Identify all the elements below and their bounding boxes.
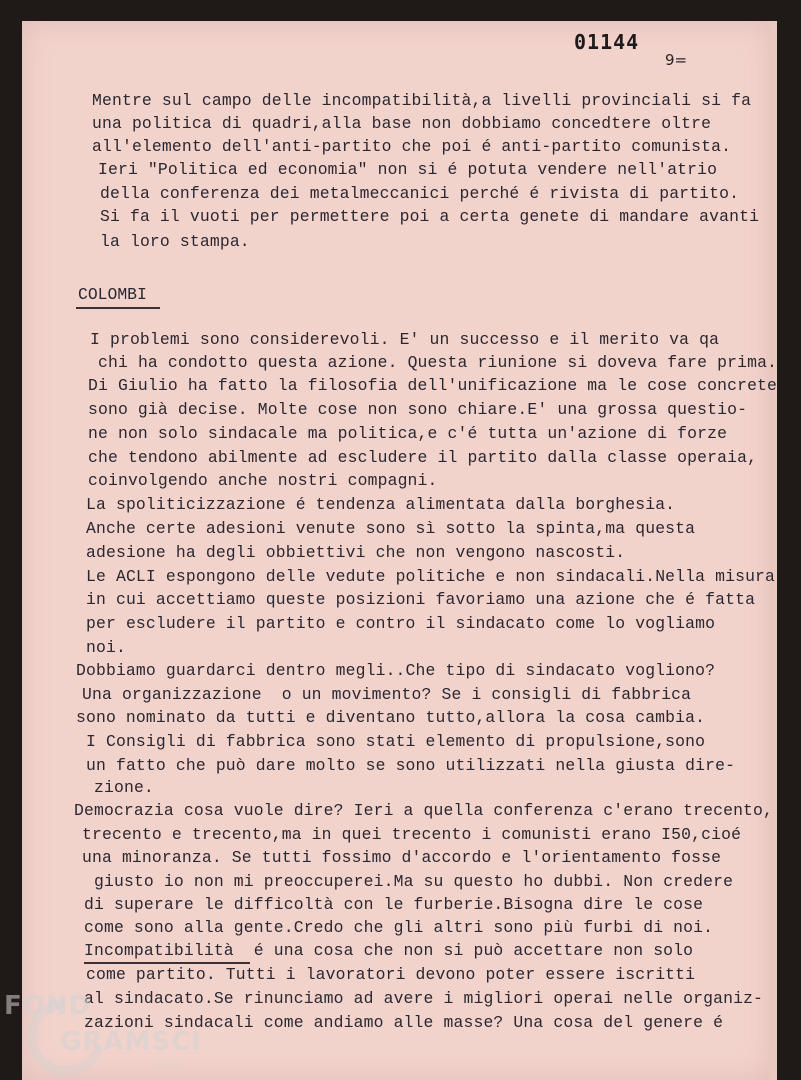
word-underline [84,962,250,964]
text-line: Si fa il vuoti per permettere poi a certa genete di mandare avanti [100,207,760,226]
text-line: coinvolgendo anche nostri compagni. [88,471,438,490]
text-line: della conferenza dei metalmeccanici perché é rivista di partito. [100,184,740,203]
text-line: che tendono abilmente ad escludere il partito dalla classe operaia, [88,448,758,467]
text-line: noi. [86,638,126,657]
text-line: zione. [94,778,154,797]
text-line: per escludere il partito e contro il sindacato come lo vogliamo [86,614,716,633]
watermark-text: GRAMSCI [60,1027,202,1057]
document-number: 01144 [574,30,640,54]
text-line: Dobbiamo guardarci dentro megli..Che tipo di sindacato vogliono? [76,661,716,680]
text-line: in cui accettiamo queste posizioni favoriamo una azione che é fatta [86,590,756,609]
text-line: all'elemento dell'anti-partito che poi é anti-partito comunista. [92,137,732,156]
section-heading: COLOMBI [78,285,147,304]
text-line: trecento e trecento,ma in quei trecento i comunisti erano I50,cioé [82,825,742,844]
text-line: zazioni sindacali come andiamo alle masse? Una cosa del genere é [84,1013,724,1032]
watermark-text: onlus [152,1059,184,1070]
watermark-text: FOND [4,991,92,1021]
text-line: Le ACLI espongono delle vedute politiche e non sindacali.Nella misura [86,567,776,586]
text-line: Ieri "Politica ed economia" non si é potuta vendere nell'atrio [98,160,718,179]
text-line: Incompatibilità é una cosa che non si può accettare non solo [84,941,694,960]
text-line: sono nominato da tutti e diventano tutto,allora la cosa cambia. [76,708,706,727]
text-line: chi ha condotto questa azione. Questa riunione si doveva fare prima. [98,353,778,372]
text-line: Una organizzazione o un movimento? Se i consigli di fabbrica [82,685,692,704]
page-number: 9= [665,51,688,69]
text-line: di superare le difficoltà con le furberie.Bisogna dire le cose [84,895,704,914]
text-line: Anche certe adesioni venute sono sì sotto la spinta,ma questa [86,519,696,538]
text-line: sono già decise. Molte cose non sono chiare.E' una grossa questio- [88,400,748,419]
text-line: I Consigli di fabbrica sono stati elemento di propulsione,sono [86,732,706,751]
text-line: come partito. Tutti i lavoratori devono poter essere iscritti [86,965,696,984]
archive-watermark [0,985,230,1080]
text-line: Di Giulio ha fatto la filosofia dell'unificazione ma le cose concrete [88,376,778,395]
text-line: come sono alla gente.Credo che gli altri sono più furbi di noi. [84,918,714,937]
text-line: la loro stampa. [100,232,250,251]
text-line: I problemi sono considerevoli. E' un successo e il merito va qa [90,330,720,349]
heading-underline [76,307,160,309]
text-line: La spoliticizzazione é tendenza alimentata dalla borghesia. [86,495,676,514]
text-line: Democrazia cosa vuole dire? Ieri a quella conferenza c'erano trecento, [74,801,774,820]
text-line: al sindacato.Se rinunciamo ad avere i migliori operai nelle organiz- [84,989,764,1008]
text-line: un fatto che può dare molto se sono utilizzati nella giusta dire- [86,756,736,775]
page-edge [769,21,777,1080]
text-line: ne non solo sindacale ma politica,e c'é tutta un'azione di forze [88,424,728,443]
text-line: giusto io non mi preoccuperei.Ma su questo ho dubbi. Non credere [94,872,734,891]
text-line: una minoranza. Se tutti fossimo d'accordo e l'orientamento fosse [82,848,722,867]
text-line: una politica di quadri,alla base non dobbiamo concedtere oltre [92,114,712,133]
text-line: Mentre sul campo delle incompatibilità,a livelli provinciali si fa [92,91,752,110]
text-line: adesione ha degli obbiettivi che non vengono nascosti. [86,543,626,562]
